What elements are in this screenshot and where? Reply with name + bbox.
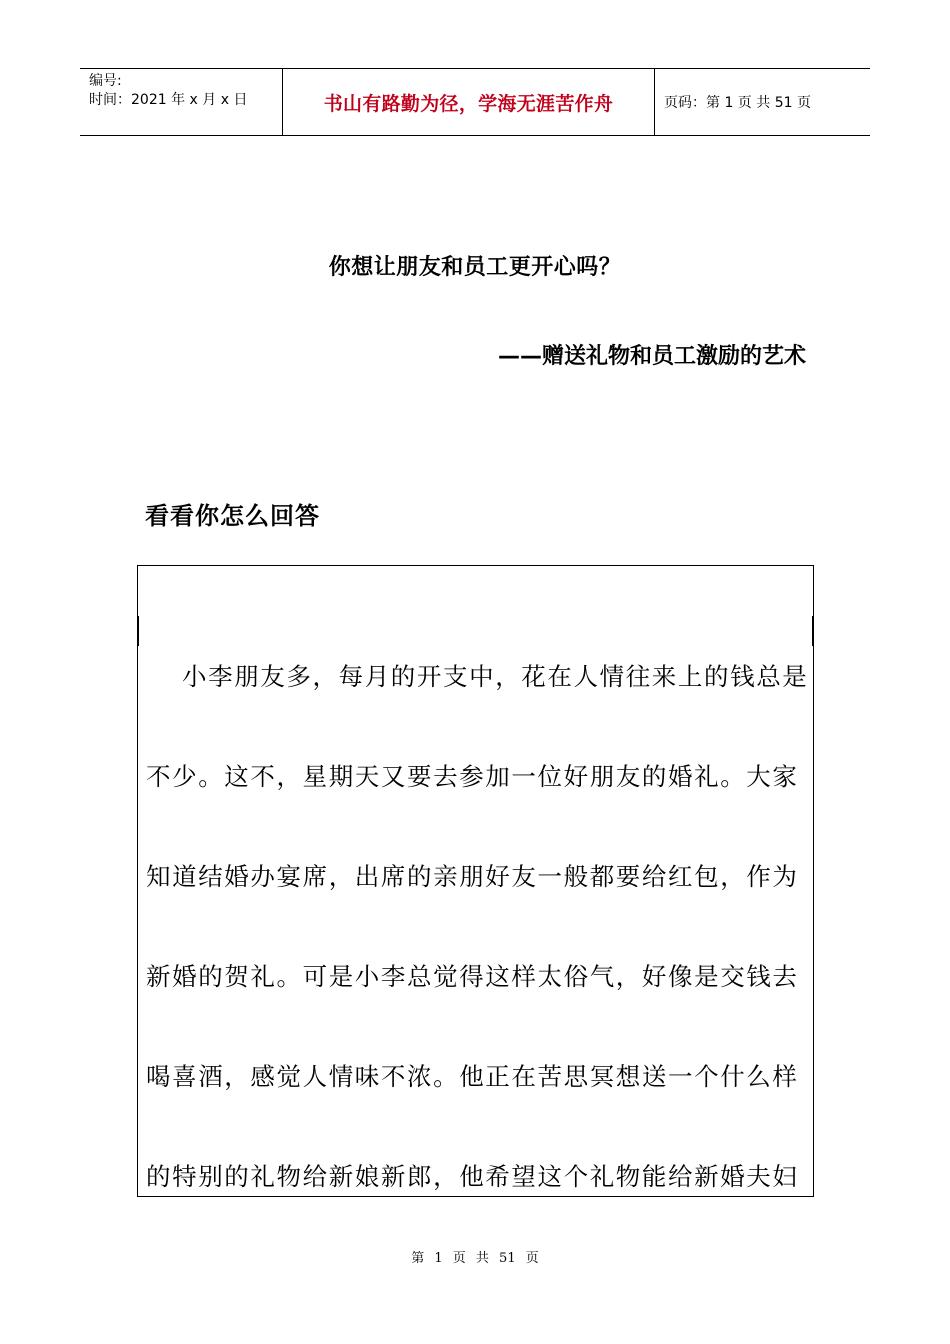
story-line: 新婚的贺礼。可是小李总觉得这样太俗气，好像是交钱去	[146, 962, 799, 991]
story-line: 知道结婚办宴席，出席的亲朋好友一般都要给红包，作为	[146, 862, 799, 891]
box-right-tick	[812, 616, 814, 646]
time-label: 时间：2021 年 x 月 x 日	[89, 92, 248, 108]
header-left-cell	[80, 69, 282, 135]
box-left-tick	[137, 616, 139, 646]
story-line: 的特别的礼物给新娘新郎，他希望这个礼物能给新婚夫妇	[146, 1162, 799, 1191]
header-motto-cell	[282, 69, 655, 135]
story-line: 喝喜酒，感觉人情味不浓。他正在苦思冥想送一个什么样	[146, 1062, 799, 1091]
story-line: 小李朋友多，每月的开支中，花在人情往来上的钱总是	[182, 662, 809, 691]
story-line: 不少。这不，星期天又要去参加一位好朋友的婚礼。大家	[146, 762, 799, 791]
header-page-cell	[655, 69, 870, 135]
motto-text: 书山有路勤为径，学海无涯苦作舟	[323, 92, 614, 115]
document-title: 你想让朋友和员工更开心吗？	[328, 255, 622, 280]
header-table	[80, 68, 870, 136]
story-box	[137, 565, 814, 1197]
page-info: 页码：第 1 页 共 51 页	[664, 95, 811, 111]
page-footer: 第 1 页 共 51 页	[411, 1251, 539, 1266]
number-label: 编号:	[89, 73, 122, 89]
document-subtitle: ——赠送礼物和员工激励的艺术	[497, 344, 806, 369]
section-heading: 看看你怎么回答	[145, 501, 320, 530]
